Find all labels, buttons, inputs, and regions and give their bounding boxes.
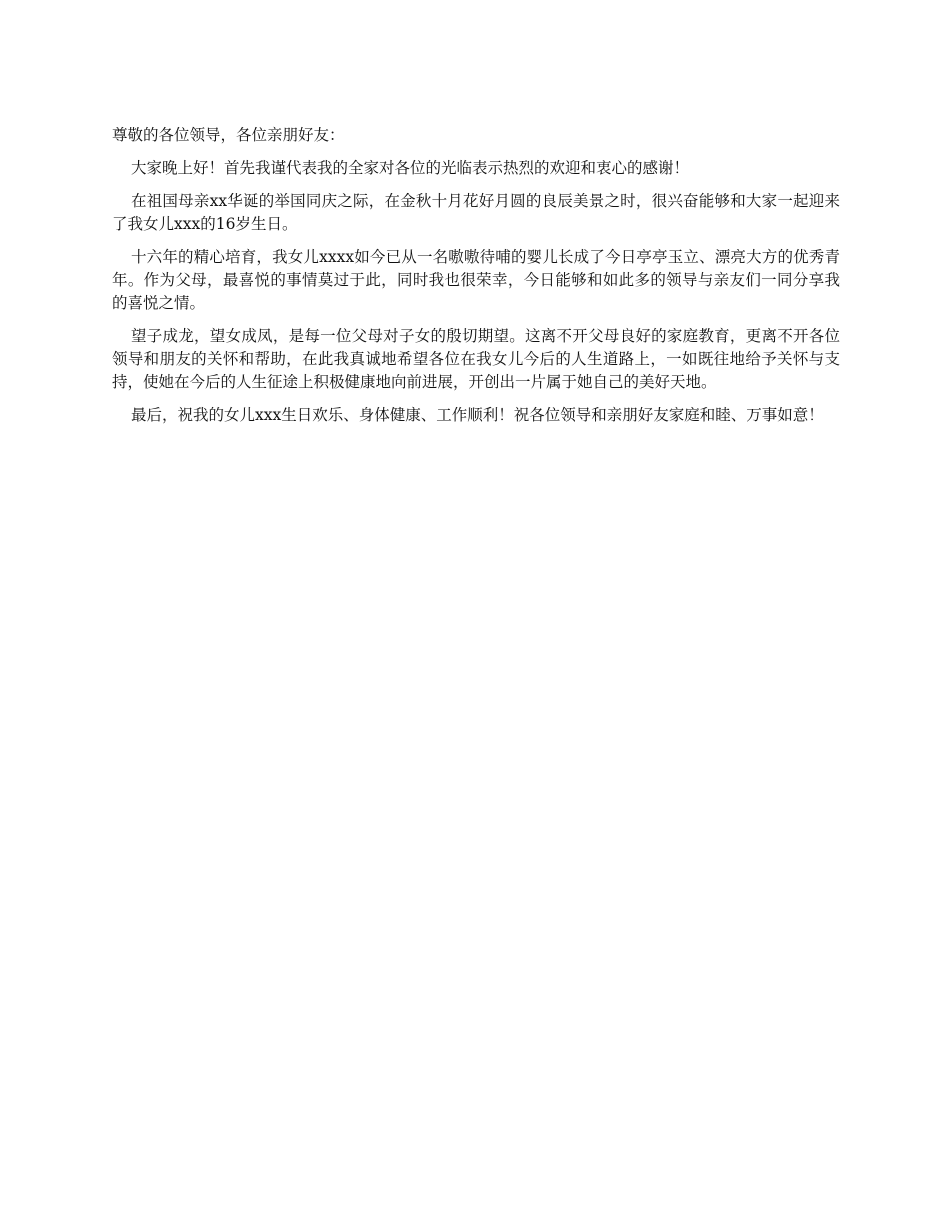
paragraph-hopes: 望子成龙，望女成凤，是每一位父母对子女的殷切期望。这离不开父母良好的家庭教育，更离不开各位领导和朋友的关怀和帮助，在此我真诚地希望各位在我女儿今后的人生道路上，一如既往地给予关怀与支持，使她在今后的人生征途上积极健康地向前进展，开创出一片属于她自己的美好天地。 bbox=[112, 327, 840, 391]
document-body bbox=[112, 124, 840, 437]
paragraph-upbringing: 十六年的精心培育，我女儿xxxx如今已从一名嗷嗷待哺的婴儿长成了今日亭亭玉立、漂亮大方的优秀青年。作为父母，最喜悦的事情莫过于此，同时我也很荣幸，今日能够和如此多的领导与亲友们一同分享我的喜悦之情。 bbox=[112, 248, 840, 312]
greeting-line: 尊敬的各位领导，各位亲朋好友： bbox=[112, 126, 345, 144]
paragraph-welcome: 大家晚上好！首先我谨代表我的全家对各位的光临表示热烈的欢迎和衷心的感谢！ bbox=[131, 159, 690, 177]
paragraph-closing-wishes: 最后，祝我的女儿xxx生日欢乐、身体健康、工作顺利！祝各位领导和亲朋好友家庭和睦、万事如意！ bbox=[131, 406, 824, 424]
paragraph-occasion: 在祖国母亲xx华诞的举国同庆之际，在金秋十月花好月圆的良辰美景之时，很兴奋能够和大家一起迎来了我女儿xxx的16岁生日。 bbox=[112, 192, 840, 233]
